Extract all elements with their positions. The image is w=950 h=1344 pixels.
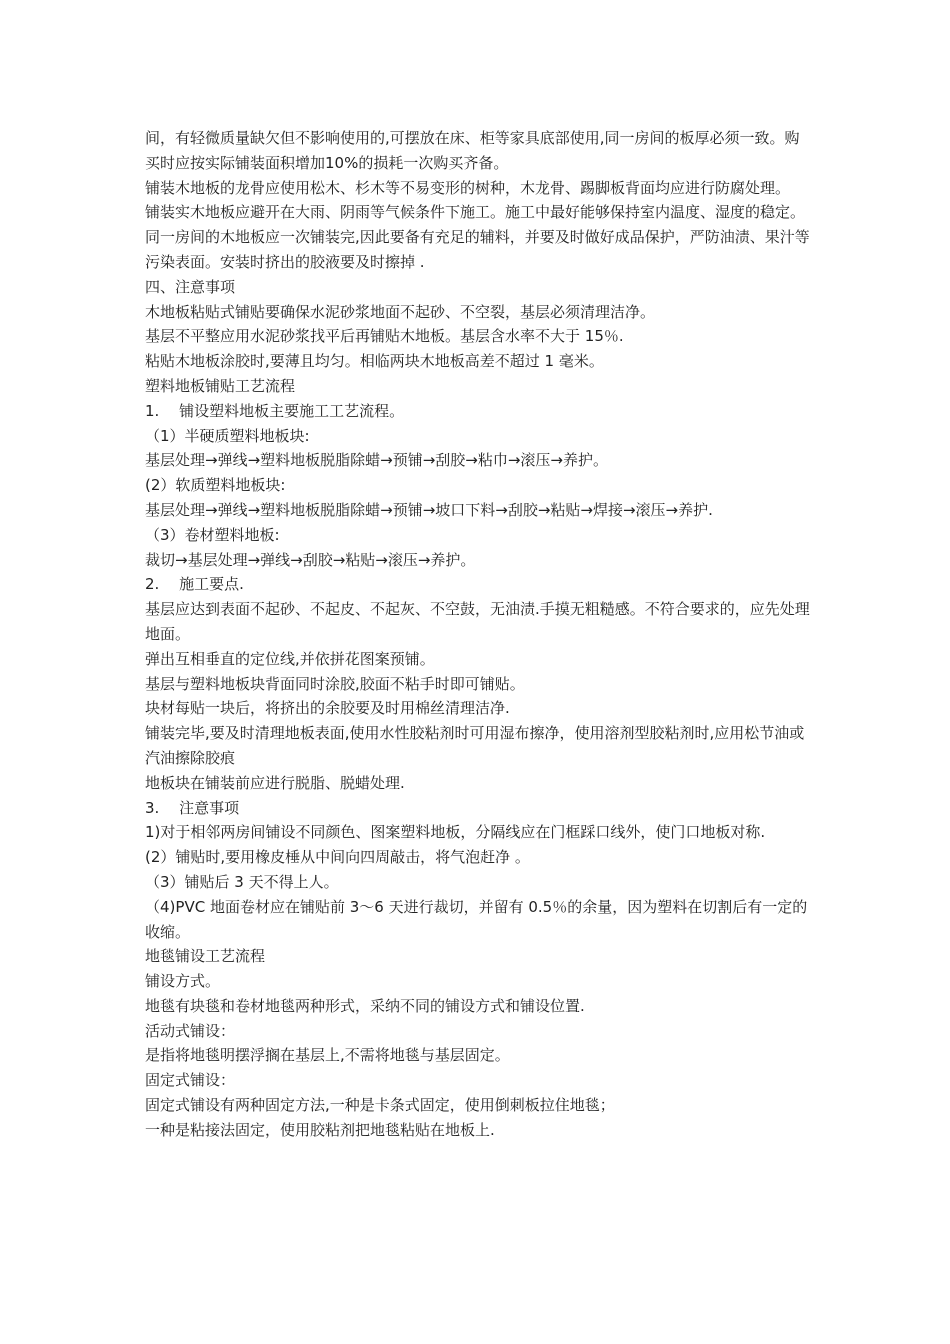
sub-heading: 活动式铺设：	[145, 1021, 236, 1040]
paragraph: 基层与塑料地板块背面同时涂胶,胶面不粘手时即可铺贴。	[145, 674, 525, 693]
sub-heading: （1）半硬质塑料地板块:	[145, 426, 310, 445]
process-flow: 基层处理→弹线→塑料地板脱脂除蜡→预铺→坡口下料→刮胶→粘贴→焊接→滚压→养护.	[145, 500, 713, 519]
paragraph: 同一房间的木地板应一次铺装完,因此要备有充足的辅料，并要及时做好成品保护，严防油渍、果汁等污染表面。安装时挤出的胶液要及时擦掉 .	[145, 228, 810, 271]
paragraph: 固定式铺设有两种固定方法,一种是卡条式固定，使用倒刺板拉住地毯；	[145, 1096, 615, 1115]
sub-heading: 固定式铺设：	[145, 1071, 236, 1090]
numbered-heading: 3. 注意事项	[145, 798, 240, 817]
process-flow: 裁切→基层处理→弹线→刮胶→粘贴→滚压→养护。	[145, 550, 476, 569]
paragraph: 基层不平整应用水泥砂浆找平后再铺贴木地板。基层含水率不大于 15％.	[145, 327, 624, 346]
paragraph: 木地板粘贴式铺贴要确保水泥砂浆地面不起砂、不空裂，基层必须清理洁净。	[145, 302, 656, 321]
paragraph: 弹出互相垂直的定位线,并依拼花图案预铺。	[145, 649, 435, 668]
process-flow: 基层处理→弹线→塑料地板脱脂除蜡→预铺→刮胶→粘巾→滚压→养护。	[145, 451, 608, 470]
paragraph: （4)PVC 地面卷材应在铺贴前 3～6 天进行裁切，并留有 0.5％的余量，因为塑料在切割后有一定的收缩。	[145, 897, 808, 941]
paragraph: （3）铺贴后 3 天不得上人。	[145, 872, 339, 891]
paragraph: 铺装木地板的龙骨应使用松木、杉木等不易变形的树种，木龙骨、踢脚板背面均应进行防腐处理。	[145, 178, 791, 197]
paragraph: 块材每贴一块后，将挤出的余胶要及时用棉丝清理洁净.	[145, 699, 510, 718]
paragraph: 地毯有块毯和卷材地毯两种形式，采纳不同的铺设方式和铺设位置.	[145, 996, 585, 1015]
document-body	[145, 126, 810, 1143]
paragraph: 基层应达到表面不起砂、不起皮、不起灰、不空鼓，无油渍.手摸无粗糙感。不符合要求的，应先处理地面。	[145, 600, 810, 643]
section-heading: 塑料地板铺贴工艺流程	[145, 376, 296, 395]
paragraph: 一种是粘接法固定，使用胶粘剂把地毯粘贴在地板上.	[145, 1120, 495, 1139]
paragraph: 地板块在铺装前应进行脱脂、脱蜡处理.	[145, 773, 405, 792]
numbered-heading: 2. 施工要点.	[145, 575, 244, 594]
sub-heading: （3）卷材塑料地板:	[145, 525, 280, 544]
sub-heading: (2）软质塑料地板块:	[145, 476, 286, 495]
section-heading: 四、注意事项	[145, 277, 236, 296]
paragraph: 铺装实木地板应避开在大雨、阴雨等气候条件下施工。施工中最好能够保持室内温度、湿度的稳定。	[145, 203, 806, 222]
paragraph: 粘贴木地板涂胶时,要薄且均匀。相临两块木地板高差不超过 1 毫米。	[145, 352, 604, 371]
paragraph: 间，有轻微质量缺欠但不影响使用的,可摆放在床、柜等家具底部使用,同一房间的板厚必须一致。购买时应按实际铺装面积增加10%的损耗一次购买齐备。	[145, 129, 800, 172]
numbered-heading: 1. 铺设塑料地板主要施工工艺流程。	[145, 401, 405, 420]
paragraph: (2）铺贴时,要用橡皮棰从中间向四周敲击，将气泡赶净 。	[145, 848, 530, 867]
paragraph: 铺设方式。	[145, 972, 221, 991]
paragraph: 铺装完毕,要及时清理地板表面,使用水性胶粘剂时可用湿布擦净，使用溶剂型胶粘剂时,应用松节油或汽油擦除胶痕	[145, 724, 805, 767]
paragraph: 是指将地毯明摆浮搁在基层上,不需将地毯与基层固定。	[145, 1046, 510, 1065]
section-heading: 地毯铺设工艺流程	[145, 947, 266, 966]
paragraph: 1)对于相邻两房间铺设不同颜色、图案塑料地板，分隔线应在门框踩口线外，使门口地板对称.	[145, 823, 766, 842]
